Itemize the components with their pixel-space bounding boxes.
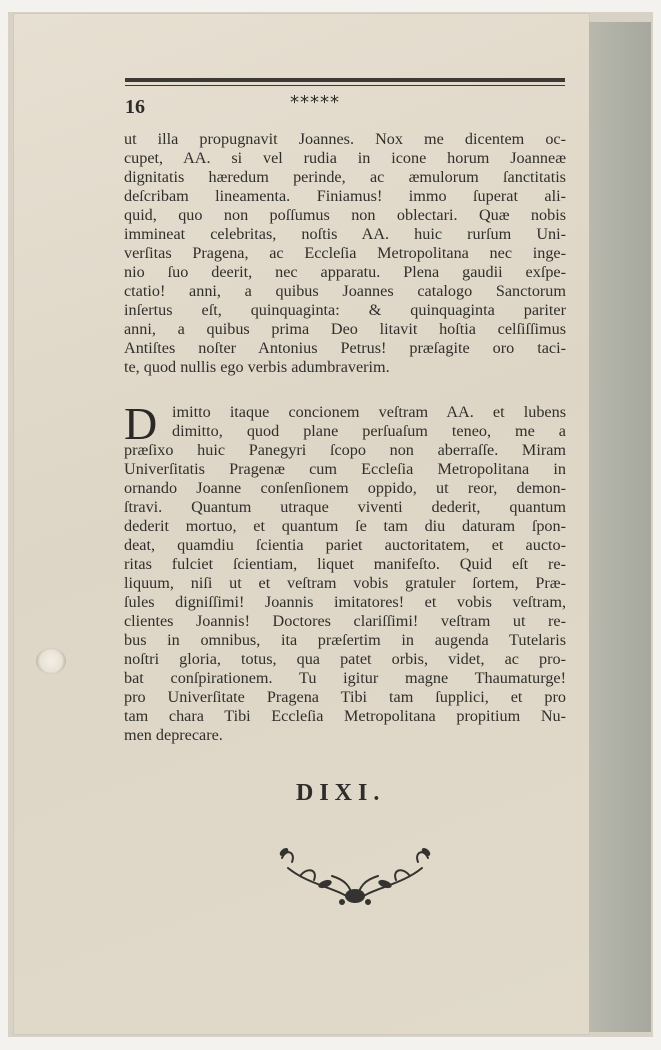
text-line: inſertus eſt, quinquaginta: & quinquaginta pariter <box>124 301 566 319</box>
text-line: te, quod nullis ego verbis adumbraverim. <box>124 358 390 376</box>
closing-dixi: DIXI. <box>296 780 386 806</box>
paragraph-1 <box>124 130 566 377</box>
text-line: bat conſpirationem. Tu igitur magne Thaumaturge! <box>124 669 566 687</box>
drop-cap-letter: D <box>124 398 158 449</box>
text-line: dederit mortuo, et quantum ſe tam diu daturam ſpon- <box>124 517 566 535</box>
text-line: dignitatis hæredum perinde, ac æmulorum ſanctitatis <box>124 168 566 186</box>
text-line: deat, quamdiu ſcientia pariet auctoritatem, et aucto- <box>124 536 566 554</box>
text-line: liquum, niſi ut et veſtram vobis gratuler ſortem, Præ- <box>124 574 566 592</box>
page-edge-band <box>589 22 651 1032</box>
text-line: ctatio! anni, a quibus Joannes catalogo Sanctorum <box>124 282 566 300</box>
text-line: quid, quo non poſſumus non oblectari. Quæ nobis <box>124 206 566 224</box>
header-rule-thick <box>125 78 565 82</box>
floral-ornament-icon <box>270 840 440 910</box>
text-line: ritas fulciet ſcientiam, liquet manifeſto. Quid eſt re- <box>124 555 566 573</box>
paragraph-2 <box>124 398 566 745</box>
text-line: bus in omnibus, ita præſertim in augenda Tutelaris <box>124 631 566 649</box>
text-line: deſcribam lineamenta. Finiamus! immo ſuperat ali- <box>124 187 566 205</box>
text-line: ut illa propugnavit Joannes. Nox me dicentem oc- <box>124 130 566 148</box>
header-rule-thin <box>125 85 565 86</box>
text-line: tam chara Tibi Eccleſia Metropolitana propitium Nu- <box>124 707 566 725</box>
header-star-ornament: ***** <box>290 92 340 113</box>
text-line: præſixo huic Panegyri ſcopo non aberraſſe. Miram <box>124 441 566 459</box>
text-line: clientes Joannis! Doctores clariſſimi! veſtram ut re- <box>124 612 566 630</box>
page-number: 16 <box>125 96 145 118</box>
text-line: Antiſtes noſter Antonius Petrus! præſagite oro taci- <box>124 339 566 357</box>
text-line: cupet, AA. si vel rudia in icone horum Joanneæ <box>124 149 566 167</box>
text-line: ornando Joanne conſenſionem oppido, ut reor, demon- <box>124 479 566 497</box>
text-line: verſitas Pragena, ac Eccleſia Metropolitana nec inge- <box>124 244 566 262</box>
text-line: Univerſitatis Pragenæ cum Eccleſia Metropolitana in <box>124 460 566 478</box>
text-line: dimitto, quod plane perſuaſum teneo, me a <box>172 422 566 440</box>
text-line: imitto itaque concionem veſtram AA. et lubens <box>172 403 566 421</box>
text-line: immineat celebritas, noſtis AA. huic rurſum Uni- <box>124 225 566 243</box>
text-line: noſtri gloria, totus, qua patet orbis, videt, ac pro- <box>124 650 566 668</box>
text-line: nio ſuo deerit, nec apparatu. Plena gaudii exſpe- <box>124 263 566 281</box>
paper-stain <box>36 648 66 674</box>
text-line: pro Univerſitate Pragena Tibi tam ſupplici, et pro <box>124 688 566 706</box>
text-line: men deprecare. <box>124 726 223 744</box>
text-line: ſtravi. Quantum utraque viventi dederit, quantum <box>124 498 566 516</box>
text-line: ſules digniſſimi! Joannis imitatores! et vobis veſtram, <box>124 593 566 611</box>
text-line: anni, a quibus prima Deo litavit hoſtia celſiſſimus <box>124 320 566 338</box>
